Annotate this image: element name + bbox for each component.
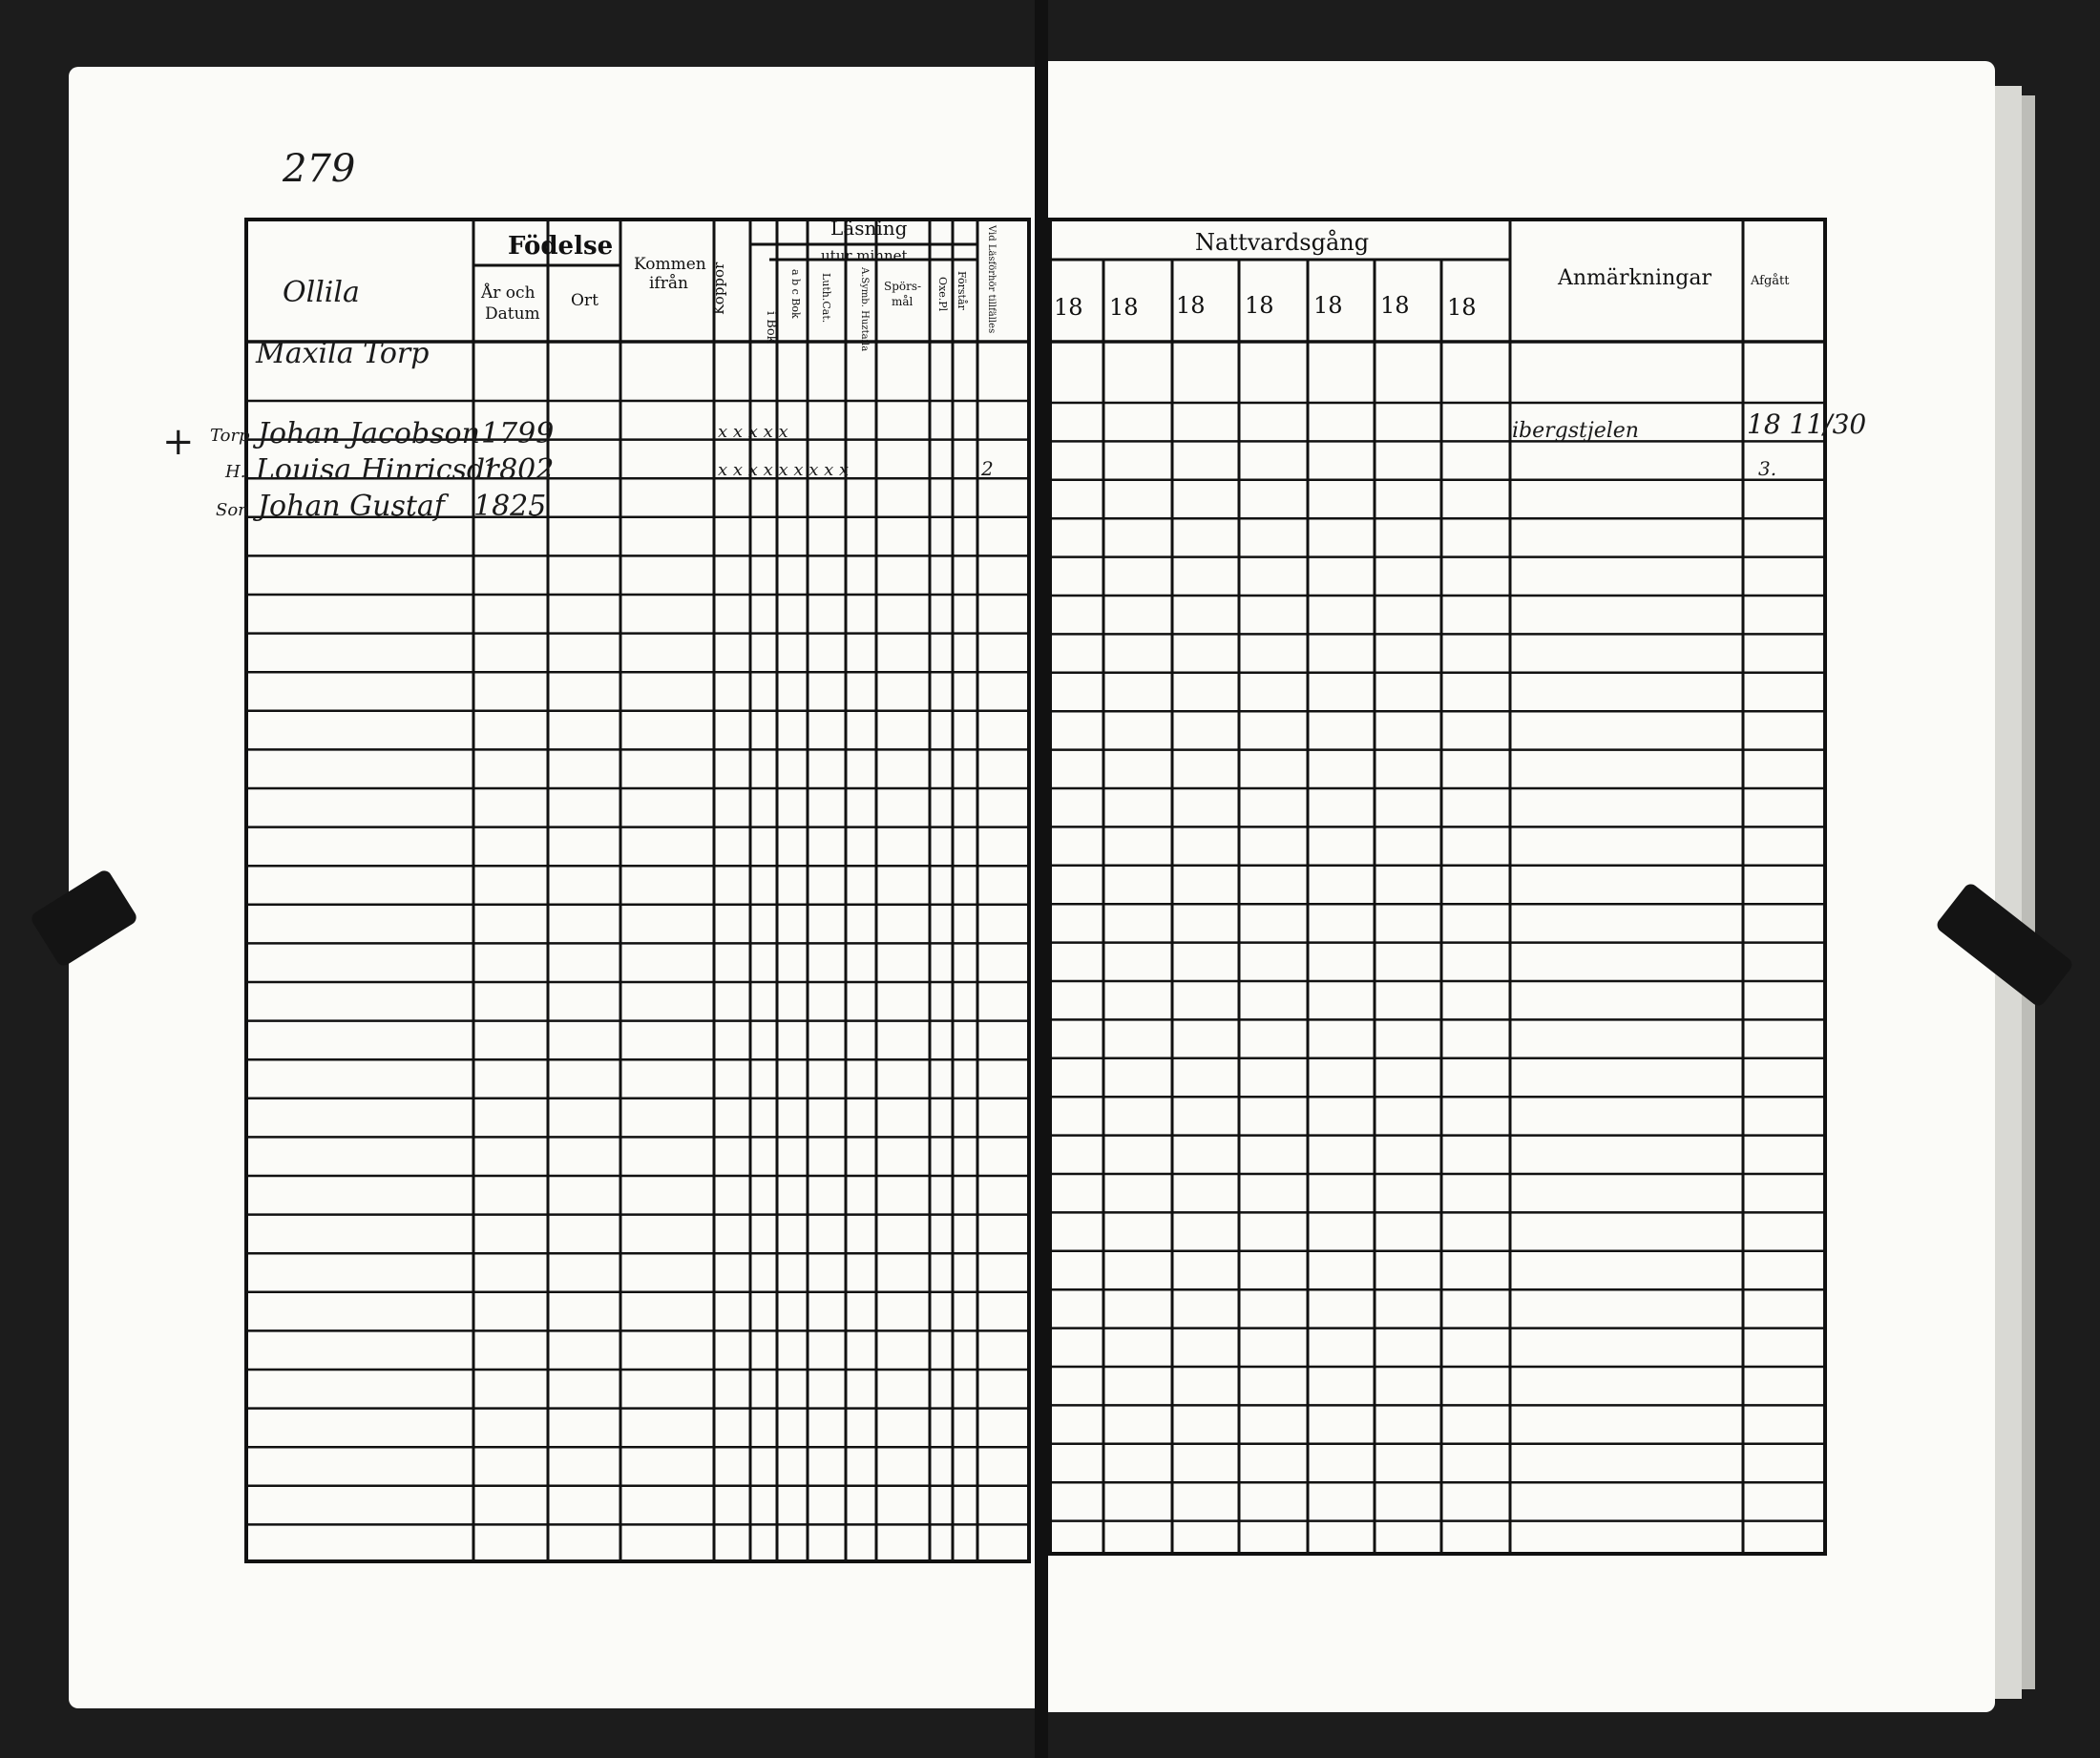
right-row-lines [1050,342,1825,1521]
page-number: 279 [283,147,356,191]
anmarkning-entry-1: ibergstjelen [1512,419,1639,443]
year-label-6: 18 [1380,292,1410,319]
header-ort: Ort [571,291,598,310]
entry-1-prefix: Torp [210,426,250,446]
header-a-symb: A.Symb. Huztafla [859,267,870,352]
header-datum: Datum [485,304,540,324]
entry-2-lasning-marks: x x x x x x x x x [718,460,850,480]
right-column-lines [1050,220,1743,1554]
header-oxe-pl: Oxe.Pl [936,277,949,312]
entry-3-prefix: Son [216,500,249,520]
place-line-1: Ollila [283,276,360,309]
header-vid-lasforhor: Vid Läsförhör tillfälles [986,225,997,334]
entry-2-name: Louisa Hinricsdr [256,453,499,487]
year-label-7: 18 [1447,294,1477,321]
header-abc-bok: a b c Bok [789,269,802,319]
entry-3-name: Johan Gustaf [258,490,445,523]
header-utur-minnet: utur minnet [821,247,908,264]
entry-2-born: 1802 [481,453,555,487]
year-label-5: 18 [1313,292,1343,319]
header-ar-och: År och [481,283,536,303]
header-afgatt: Afgått [1751,274,1790,288]
entry-1-cross: + [162,420,195,464]
year-label-3: 18 [1176,292,1206,319]
entry-2-prefix: H. [225,462,246,482]
afgatt-entry-1: 18 11/30 [1747,408,1867,440]
header-anmarkningar: Anmärkningar [1558,266,1712,290]
header-forstar: Förstår [956,271,968,310]
header-fodelse: Födelse [508,232,614,261]
entry-2-vid-mark: 2 [981,457,994,480]
entry-1-name: Johan Jacobson [258,417,480,450]
header-koppor: Koppor [710,262,727,315]
right-table [1050,220,1825,1554]
year-label-2: 18 [1109,294,1139,321]
header-lasning: Läsning [830,217,908,240]
header-mal: mål [892,295,914,308]
year-label-4: 18 [1245,292,1274,319]
afgatt-entry-1-sub: 3. [1758,457,1777,480]
header-spors: Spörs- [884,280,922,293]
entry-1-lasning-marks: x x x x x [718,422,788,442]
header-kommen: Kommen [634,255,706,274]
header-i-bok: i Bok [764,311,778,344]
header-nattvardsgang: Nattvardsgång [1195,229,1370,256]
header-ifran: ifrån [649,274,688,293]
year-label-1: 18 [1054,294,1083,321]
entry-1-born: 1799 [481,417,555,450]
header-luth-cat: Luth.Cat. [820,273,832,324]
year-label-group [1054,292,1477,321]
entry-3-born: 1825 [473,490,547,523]
place-line-2: Maxila Torp [256,337,430,370]
